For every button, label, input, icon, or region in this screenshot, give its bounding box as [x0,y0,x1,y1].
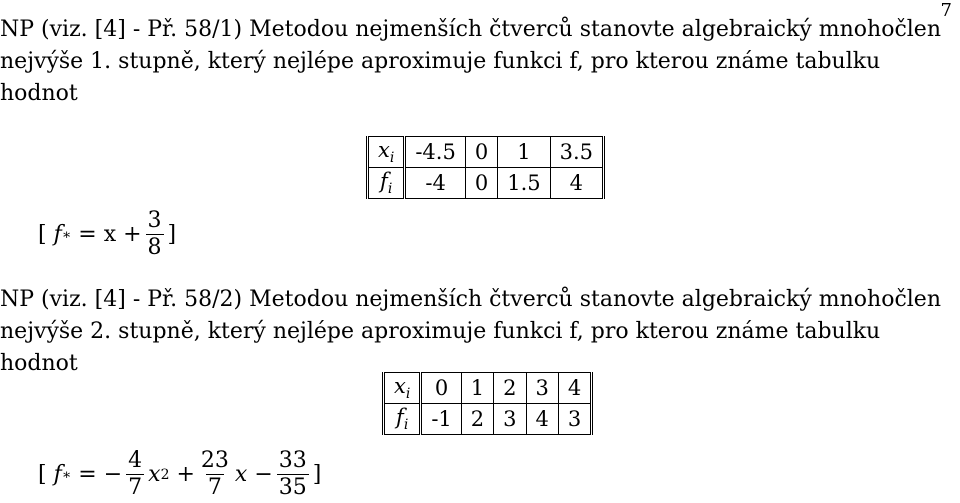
table-cell: 2 [461,404,493,435]
table-cell: 1 [498,137,550,168]
table-cell: 3.5 [550,137,603,168]
bracket-close: ] [312,462,322,487]
table-cell: 4 [550,168,603,199]
plus-sign: + [176,462,195,487]
table-cell: 0 [465,137,497,168]
problem-1-value-table [366,136,605,199]
table-row-x [384,373,592,404]
table-cell: 2 [494,373,526,404]
table-cell: 4 [558,373,591,404]
problem-1-line-3: hodnot [0,81,78,106]
problem-1-result [38,208,176,261]
result-lhs: f [53,222,62,247]
table-cell: -4.5 [405,137,466,168]
result-eq: = x + [78,222,142,247]
table-cell: -4 [405,168,466,199]
problem-2-result [38,448,321,501]
table-row-x [368,137,604,168]
table-row-f [384,404,592,435]
table-cell: 3 [526,373,558,404]
problem-2-value-table [382,372,593,435]
fraction-1: $\frac{4}{7}$ [128,448,143,500]
fraction-2: $\frac{23}{7}$ [200,448,229,500]
term-1-var: x [148,462,161,487]
f-header: $f_i$ [384,404,421,435]
page-number: 7 [940,0,952,21]
problem-2-line-3: hodnot [0,351,78,376]
star: ∗ [61,466,72,483]
problem-2-line-1: NP (viz. [4] - Př. 58/2) Metodou nejmenších čtverců stanovte algebraický mnohočlen [0,287,941,312]
term-1-power: 2 [160,466,170,483]
table-cell: -1 [421,404,461,435]
problem-2-line-2: nejvýše 2. stupně, který nejlépe aproximuje funkci f, pro kterou známe tabulku [0,319,881,344]
table-cell: 0 [421,373,461,404]
term-2-var: x − [234,462,273,487]
table-cell: 3 [494,404,526,435]
fraction-3: $\frac{33}{35}$ [278,448,307,500]
result-eq: = − [78,462,123,487]
x-header: $x_i$ [368,137,405,168]
table-cell: 0 [465,168,497,199]
problem-1-line-2: nejvýše 1. stupně, který nejlépe aproximuje funkci f, pro kterou známe tabulku [0,49,881,74]
table-cell: 3 [558,404,591,435]
bracket-open: [ [38,462,47,487]
problem-1-line-1: NP (viz. [4] - Př. 58/1) Metodou nejmenších čtverců stanovte algebraický mnohočlen [0,17,941,42]
bracket-close: ] [167,222,177,247]
x-header: $x_i$ [384,373,421,404]
problem-2-text [0,284,960,380]
table-cell: 1.5 [498,168,550,199]
problem-1-text [0,14,960,110]
table-cell: 4 [526,404,558,435]
fraction: $\frac{3}{8}$ [147,208,162,260]
f-header: $f_i$ [368,168,405,199]
table-row-f [368,168,604,199]
result-lhs: f [53,462,62,487]
star: ∗ [61,226,72,243]
bracket-open: [ [38,222,47,247]
table-cell: 1 [461,373,493,404]
